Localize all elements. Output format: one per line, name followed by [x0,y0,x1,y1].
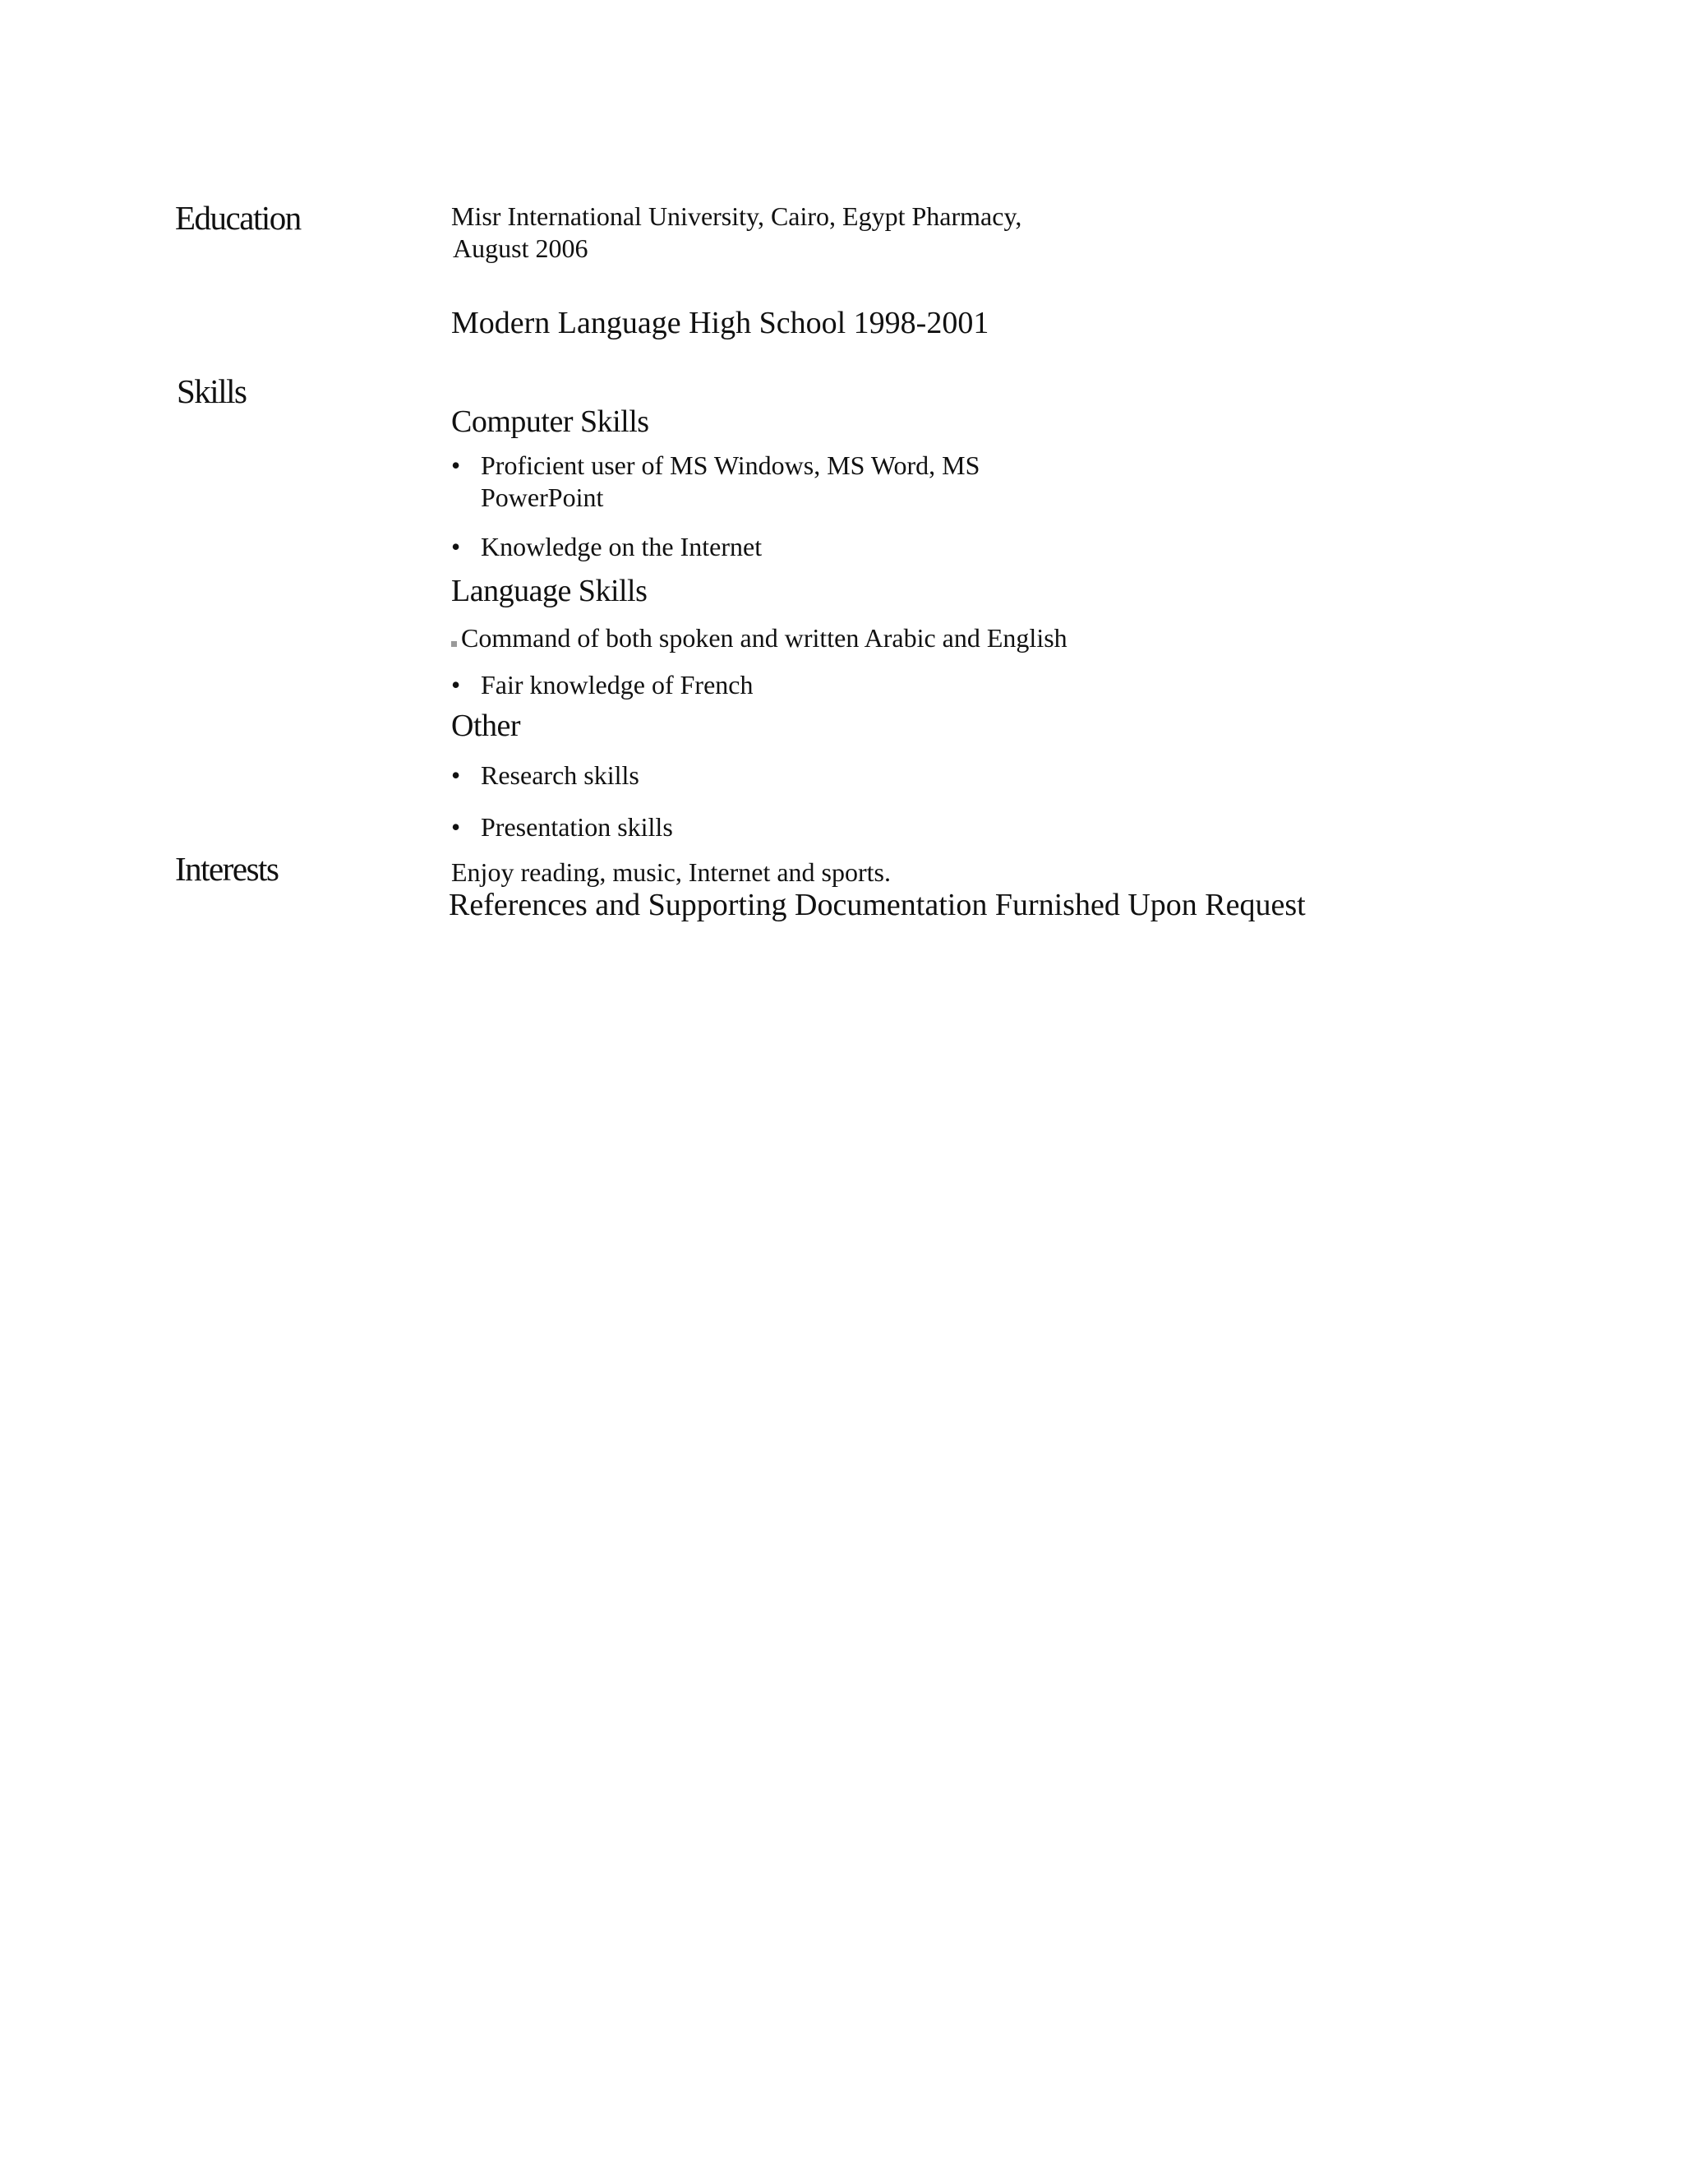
education-university-line1: Misr International University, Cairo, Egypt Pharmacy, [451,201,1022,231]
computer-skill-2: Knowledge on the Internet [481,532,763,561]
education-university-line2: August 2006 [453,233,588,263]
interests-text: Enjoy reading, music, Internet and sports. [451,857,891,887]
other-skill-1: Research skills [481,760,639,790]
language-skill-1: Command of both spoken and written Arabic and English [461,623,1067,653]
bullet-icon: • [451,450,461,480]
computer-skills-heading: Computer Skills [451,404,649,439]
language-skill-2: Fair knowledge of French [481,670,754,700]
references-note: References and Supporting Documentation Furnished Upon Request [449,888,1306,922]
education-label: Education [175,199,301,237]
interests-label: Interests [175,850,279,888]
computer-skill-1-line1: Proficient user of MS Windows, MS Word, MS [481,450,980,480]
other-skill-2: Presentation skills [481,812,673,842]
computer-skill-1-line2: PowerPoint [481,483,604,512]
bullet-icon: • [451,670,461,700]
skills-label: Skills [177,372,247,410]
education-high-school: Modern Language High School 1998-2001 [451,306,989,340]
language-skills-heading: Language Skills [451,574,648,608]
bullet-icon: • [451,532,461,561]
bullet-artifact-icon [451,641,457,647]
list-item [451,623,1067,653]
bullet-icon: • [451,812,461,842]
bullet-icon: • [451,760,461,790]
other-heading: Other [451,709,521,743]
